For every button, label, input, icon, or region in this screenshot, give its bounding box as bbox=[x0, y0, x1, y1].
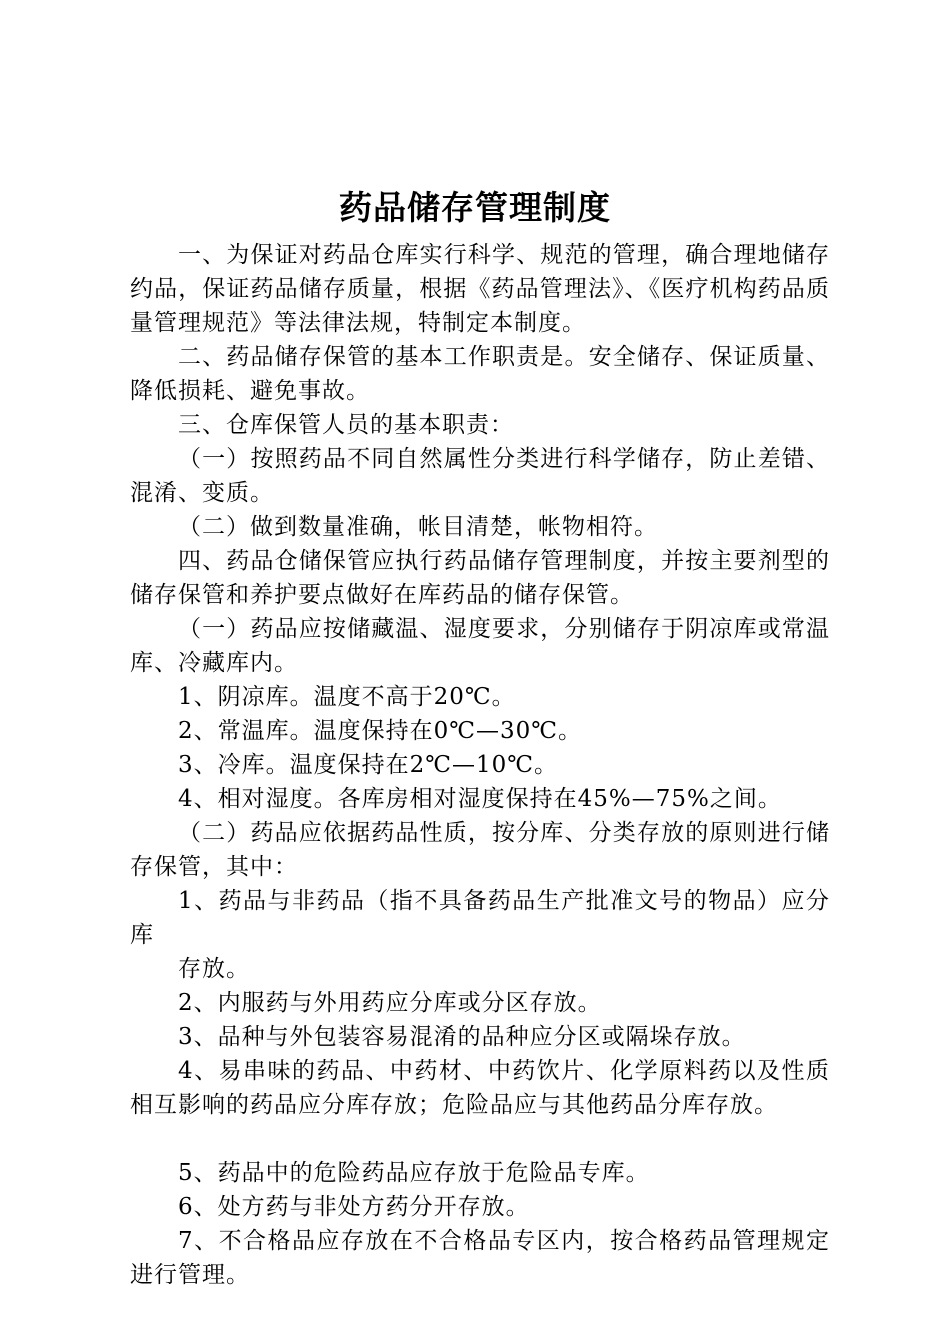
list-item-cool-storage: 1、阴凉库。温度不高于20℃。 bbox=[178, 684, 516, 710]
paragraph-2: 二、药品储存保管的基本工作职责是。安全储存、保证质量、降低损耗、避免事故。 bbox=[130, 344, 830, 404]
list-item-unqualified: 7、不合格品应存放在不合格品专区内，按合格药品管理规定进行管理。 bbox=[130, 1228, 830, 1288]
document-title: 药品储存管理制度 bbox=[339, 188, 611, 227]
paragraph-3-2: （二）做到数量准确，帐目清楚，帐物相符。 bbox=[178, 514, 658, 540]
list-item-prescription: 6、处方药与非处方药分开存放。 bbox=[178, 1194, 530, 1220]
list-item-internal-external: 2、内服药与外用药应分库或分区存放。 bbox=[178, 990, 602, 1016]
document-body bbox=[130, 238, 830, 1292]
list-item-odor: 4、易串味的药品、中药材、中药饮片、化学原料药以及性质相互影响的药品应分库存放；危险品应与其他药品分库存放。 bbox=[130, 1058, 830, 1118]
list-item-humidity: 4、相对湿度。各库房相对湿度保持在45%—75%之间。 bbox=[178, 786, 782, 812]
blank-line bbox=[130, 1122, 830, 1156]
paragraph-3: 三、仓库保管人员的基本职责： bbox=[178, 412, 514, 438]
list-item-packaging: 3、品种与外包装容易混淆的品种应分区或隔垛存放。 bbox=[178, 1024, 746, 1050]
list-item-hazardous: 5、药品中的危险药品应存放于危险品专库。 bbox=[178, 1160, 650, 1186]
list-item-non-drug-cont: 存放。 bbox=[178, 956, 250, 982]
list-item-non-drug: 1、药品与非药品（指不具备药品生产批准文号的物品）应分库 bbox=[130, 888, 830, 948]
paragraph-4-2: （二）药品应依据药品性质，按分库、分类存放的原则进行储存保管，其中： bbox=[130, 820, 830, 880]
list-item-cold-storage: 3、冷库。温度保持在2℃—10℃。 bbox=[178, 752, 558, 778]
paragraph-1: 一、为保证对药品仓库实行科学、规范的管理，确合理地储存约品，保证药品储存质量，根据《药品管理法》、《医疗机构药品质量管理规范》等法律法规，特制定本制度。 bbox=[130, 242, 830, 336]
list-item-normal-storage: 2、常温库。温度保持在0℃—30℃。 bbox=[178, 718, 582, 744]
paragraph-3-1: （一）按照药品不同自然属性分类进行科学储存，防止差错、混淆、变质。 bbox=[130, 446, 830, 506]
paragraph-4: 四、药品仓储保管应执行药品储存管理制度，并按主要剂型的储存保管和养护要点做好在库药品的储存保管。 bbox=[130, 548, 830, 608]
paragraph-4-1: （一）药品应按储藏温、湿度要求，分别储存于阴凉库或常温库、冷藏库内。 bbox=[130, 616, 830, 676]
